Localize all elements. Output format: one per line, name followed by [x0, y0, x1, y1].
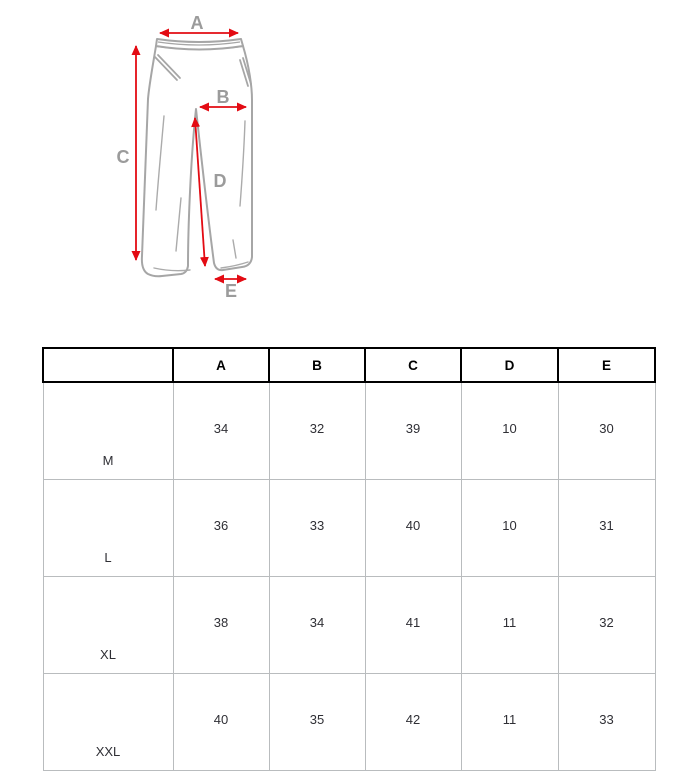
value-cell: 33 — [558, 674, 655, 771]
value-cell: 32 — [269, 382, 365, 480]
dimension-label-b: B — [216, 87, 230, 107]
header-cell-c: C — [365, 348, 461, 382]
size-label: XXL — [43, 674, 173, 771]
value-cell: 40 — [173, 674, 269, 771]
pants-measurement-diagram — [0, 0, 679, 330]
dimension-label-d: D — [213, 171, 227, 191]
dimension-label-a: A — [190, 13, 204, 33]
table-row — [43, 577, 655, 674]
waistband — [156, 39, 243, 50]
value-cell: 10 — [461, 382, 558, 480]
value-cell: 34 — [269, 577, 365, 674]
value-cell: 30 — [558, 382, 655, 480]
table-header-row — [43, 348, 655, 382]
value-cell: 35 — [269, 674, 365, 771]
pants-diagram-svg — [0, 0, 679, 330]
value-cell: 42 — [365, 674, 461, 771]
size-label: XL — [43, 577, 173, 674]
header-cell-b: B — [269, 348, 365, 382]
value-cell: 39 — [365, 382, 461, 480]
value-cell: 11 — [461, 577, 558, 674]
dimension-label-c: C — [116, 147, 130, 167]
value-cell: 38 — [173, 577, 269, 674]
value-cell: 34 — [173, 382, 269, 480]
pants-outline — [142, 46, 252, 276]
value-cell: 40 — [365, 480, 461, 577]
size-label: M — [43, 382, 173, 480]
header-cell-e: E — [558, 348, 655, 382]
size-measurements-table — [42, 347, 656, 771]
value-cell: 32 — [558, 577, 655, 674]
header-cell-a: A — [173, 348, 269, 382]
value-cell: 41 — [365, 577, 461, 674]
value-cell: 10 — [461, 480, 558, 577]
value-cell: 33 — [269, 480, 365, 577]
table-row — [43, 480, 655, 577]
size-label: L — [43, 480, 173, 577]
value-cell: 11 — [461, 674, 558, 771]
table-row — [43, 674, 655, 771]
table-row — [43, 382, 655, 480]
dimension-label-e: E — [224, 281, 238, 301]
header-cell-d: D — [461, 348, 558, 382]
value-cell: 36 — [173, 480, 269, 577]
value-cell: 31 — [558, 480, 655, 577]
header-cell-size — [43, 348, 173, 382]
